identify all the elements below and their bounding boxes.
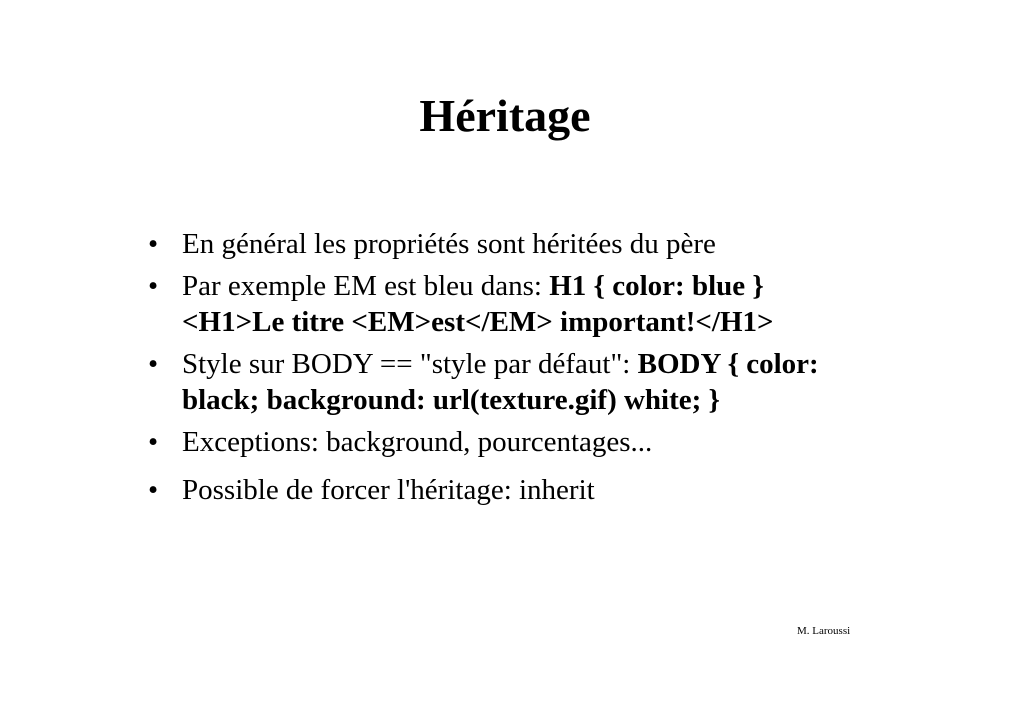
bullet-item (140, 424, 840, 460)
bullet-text: En général les propriétés sont héritées du père (182, 228, 716, 260)
bullet-text: Exceptions: background, pourcentages... (182, 426, 653, 458)
bullet-item (140, 346, 840, 418)
code-example: H1 { color: blue } <H1>Le titre <EM>est</EM> important!</H1> (182, 270, 774, 338)
bullet-item (140, 472, 840, 508)
bullet-dot-icon: • (148, 474, 159, 506)
bullet-dot-icon: • (148, 348, 159, 380)
bullet-list (140, 226, 840, 514)
bullet-dot-icon: • (148, 228, 159, 260)
bullet-item (140, 268, 840, 340)
bullet-text: Par exemple EM est bleu dans: (182, 270, 550, 302)
author-credit: M. Laroussi (797, 625, 851, 637)
bullet-text: Style sur BODY == "style par défaut": (182, 348, 638, 380)
slide-title: Héritage (419, 90, 591, 141)
code-example: BODY { color: black; background: url(texture.gif) white; } (182, 348, 819, 416)
bullet-dot-icon: • (148, 270, 159, 302)
bullet-item (140, 226, 840, 262)
bullet-text: Possible de forcer l'héritage: inherit (182, 474, 595, 506)
bullet-dot-icon: • (148, 426, 159, 458)
